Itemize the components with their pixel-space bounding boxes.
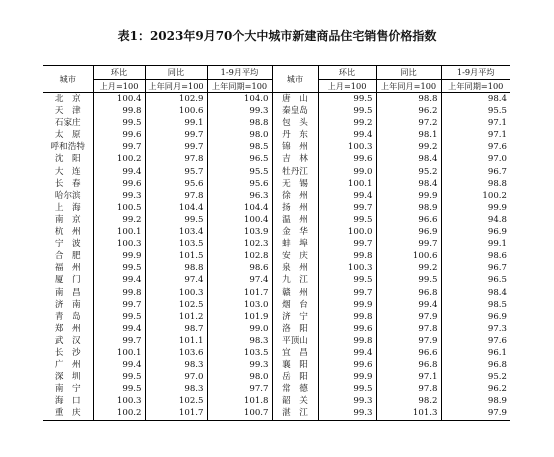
cell-yoy-right: 97.1	[376, 371, 441, 383]
cell-mom-right: 100.3	[318, 141, 376, 153]
table-row	[43, 226, 510, 238]
cell-city-left: 天 津	[43, 105, 93, 117]
cell-mom-left: 100.1	[93, 347, 145, 359]
cell-mom-right: 99.6	[318, 359, 376, 371]
cell-ytd-left: 103.5	[207, 347, 272, 359]
table-row	[43, 383, 510, 395]
cell-ytd-left: 98.3	[207, 335, 272, 347]
table-row	[43, 238, 510, 250]
cell-ytd-right: 97.1	[487, 130, 507, 141]
cell-yoy-left: 103.6	[145, 347, 207, 359]
cell-ytd-left: 98.5	[207, 141, 272, 153]
cell-city-right: 唐 山	[272, 93, 318, 106]
cell-ytd-left: 99.3	[207, 359, 272, 371]
header-yoy-base-right: 上年同月=100	[376, 80, 441, 93]
cell-city-right: 宜 昌	[272, 347, 318, 359]
cell-ytd-right: 99.1	[487, 239, 507, 250]
cell-ytd-left: 98.8	[207, 117, 272, 129]
cell-city-right: 无 锡	[272, 178, 318, 190]
cell-yoy-left: 97.0	[145, 371, 207, 383]
table-row	[43, 105, 510, 117]
cell-mom-right: 100.1	[318, 178, 376, 190]
cell-yoy-right: 97.9	[376, 311, 441, 323]
cell-yoy-right: 100.6	[376, 250, 441, 262]
cell-ytd-right: 100.2	[482, 190, 507, 201]
cell-ytd-right: 98.8	[487, 178, 507, 189]
price-index-table-container	[43, 65, 510, 421]
table-row	[43, 202, 510, 214]
cell-city-left: 广 州	[43, 359, 93, 371]
cell-yoy-right: 96.6	[376, 347, 441, 359]
cell-mom-right: 100.3	[318, 262, 376, 274]
cell-city-right: 秦皇岛	[272, 105, 318, 117]
cell-ytd-left: 102.3	[207, 238, 272, 250]
cell-city-right: 包 头	[272, 117, 318, 129]
cell-mom-left: 99.4	[93, 274, 145, 286]
cell-ytd-right: 97.9	[441, 407, 510, 420]
cell-city-right: 丹 东	[272, 129, 318, 141]
cell-city-left: 沈 阳	[43, 153, 93, 165]
header-yoy-base-left: 上年同月=100	[145, 80, 207, 93]
cell-yoy-right: 99.7	[376, 238, 441, 250]
cell-city-right: 湛 江	[272, 407, 318, 420]
cell-mom-right: 99.5	[318, 93, 376, 106]
cell-mom-right: 99.6	[318, 153, 376, 165]
cell-yoy-right: 97.2	[376, 117, 441, 129]
cell-ytd-left: 96.3	[207, 190, 272, 202]
cell-ytd-right: 98.5	[487, 299, 507, 310]
cell-city-right: 吉 林	[272, 153, 318, 165]
cell-mom-left: 100.2	[93, 153, 145, 165]
cell-ytd-left: 101.8	[207, 395, 272, 407]
header-city-right: 城市	[272, 66, 318, 93]
table-row	[43, 395, 510, 407]
cell-mom-left: 99.4	[93, 359, 145, 371]
table-row	[43, 371, 510, 383]
cell-city-left: 青 岛	[43, 311, 93, 323]
cell-mom-left: 100.1	[93, 226, 145, 238]
cell-ytd-right: 98.6	[487, 251, 507, 262]
cell-city-left: 呼和浩特	[43, 141, 93, 153]
cell-city-left: 重 庆	[43, 407, 93, 420]
cell-yoy-right: 98.4	[376, 153, 441, 165]
cell-yoy-right: 98.4	[376, 178, 441, 190]
cell-city-left: 上 海	[43, 202, 93, 214]
cell-mom-right: 99.3	[318, 395, 376, 407]
cell-yoy-left: 103.4	[145, 226, 207, 238]
header-ytd-base-right: 上年同期=100	[441, 80, 510, 93]
cell-yoy-left: 99.7	[145, 129, 207, 141]
cell-ytd-right: 96.5	[487, 275, 507, 286]
cell-ytd-left: 97.7	[207, 383, 272, 395]
cell-city-left: 厦 门	[43, 274, 93, 286]
cell-ytd-right: 96.8	[487, 360, 507, 371]
cell-mom-left: 100.5	[93, 202, 145, 214]
cell-yoy-right: 98.9	[376, 202, 441, 214]
table-row	[43, 359, 510, 371]
table-row	[43, 274, 510, 286]
cell-city-left: 海 口	[43, 395, 93, 407]
cell-city-right: 岳 阳	[272, 371, 318, 383]
cell-city-right: 扬 州	[272, 202, 318, 214]
cell-city-right: 九 江	[272, 274, 318, 286]
cell-city-right: 牡丹江	[272, 166, 318, 178]
cell-ytd-right: 96.9	[487, 227, 507, 238]
cell-city-left: 济 南	[43, 299, 93, 311]
cell-yoy-right: 98.2	[376, 395, 441, 407]
cell-yoy-left: 100.3	[145, 287, 207, 299]
cell-yoy-right: 97.8	[376, 383, 441, 395]
cell-mom-left: 99.5	[93, 383, 145, 395]
cell-mom-left: 99.7	[93, 299, 145, 311]
cell-yoy-left: 103.5	[145, 238, 207, 250]
cell-mom-right: 99.4	[318, 347, 376, 359]
table-row	[43, 129, 510, 141]
cell-yoy-right: 96.2	[376, 105, 441, 117]
cell-ytd-left: 103.9	[207, 226, 272, 238]
cell-city-left: 南 昌	[43, 287, 93, 299]
cell-ytd-left: 95.5	[207, 166, 272, 178]
cell-yoy-left: 100.6	[145, 105, 207, 117]
cell-ytd-left: 98.6	[207, 262, 272, 274]
cell-yoy-right: 99.2	[376, 141, 441, 153]
cell-mom-left: 100.3	[93, 238, 145, 250]
cell-mom-left: 99.7	[93, 335, 145, 347]
cell-yoy-right: 97.8	[376, 323, 441, 335]
cell-city-right: 安 庆	[272, 250, 318, 262]
cell-mom-left: 100.2	[93, 407, 145, 420]
cell-mom-right: 99.5	[318, 274, 376, 286]
header-yoy-left: 同比	[145, 66, 207, 80]
cell-mom-left: 99.5	[93, 117, 145, 129]
cell-yoy-right: 101.3	[376, 407, 441, 420]
cell-yoy-left: 95.7	[145, 166, 207, 178]
table-row	[43, 117, 510, 129]
cell-city-left: 长 春	[43, 178, 93, 190]
cell-yoy-left: 99.7	[145, 141, 207, 153]
cell-city-right: 锦 州	[272, 141, 318, 153]
cell-ytd-right: 99.9	[487, 202, 507, 213]
table-row	[43, 262, 510, 274]
cell-mom-left: 99.8	[93, 287, 145, 299]
cell-ytd-left: 104.4	[207, 202, 272, 214]
cell-ytd-left: 98.0	[207, 371, 272, 383]
cell-city-right: 金 华	[272, 226, 318, 238]
table-row	[43, 214, 510, 226]
cell-city-right: 韶 关	[272, 395, 318, 407]
cell-ytd-left: 100.7	[207, 407, 272, 420]
cell-mom-right: 99.0	[318, 166, 376, 178]
cell-yoy-left: 99.5	[145, 214, 207, 226]
cell-city-right: 徐 州	[272, 190, 318, 202]
cell-ytd-right: 96.7	[487, 263, 507, 274]
cell-city-left: 南 京	[43, 214, 93, 226]
cell-mom-right: 99.8	[318, 250, 376, 262]
cell-ytd-right: 96.1	[487, 347, 507, 358]
cell-ytd-right: 97.0	[487, 154, 507, 165]
cell-ytd-right: 98.9	[487, 396, 507, 407]
cell-mom-right: 99.8	[318, 335, 376, 347]
cell-city-left: 太 原	[43, 129, 93, 141]
cell-ytd-left: 99.0	[207, 323, 272, 335]
cell-ytd-left: 99.3	[207, 105, 272, 117]
header-ytd-left: 1-9月平均	[207, 66, 272, 80]
cell-city-right: 温 州	[272, 214, 318, 226]
table-row	[43, 178, 510, 190]
header-city-left: 城市	[43, 66, 93, 93]
cell-city-right: 泉 州	[272, 262, 318, 274]
cell-mom-right: 99.5	[318, 383, 376, 395]
table-row	[43, 347, 510, 359]
cell-yoy-left: 98.3	[145, 383, 207, 395]
cell-mom-right: 99.4	[318, 129, 376, 141]
cell-yoy-left: 101.1	[145, 335, 207, 347]
cell-yoy-left: 98.7	[145, 323, 207, 335]
cell-city-left: 哈尔滨	[43, 190, 93, 202]
cell-yoy-right: 99.5	[376, 274, 441, 286]
cell-mom-left: 100.4	[93, 93, 145, 106]
cell-mom-left: 99.4	[93, 323, 145, 335]
cell-yoy-left: 97.8	[145, 153, 207, 165]
cell-ytd-right: 95.5	[487, 106, 507, 117]
price-index-table	[43, 65, 510, 421]
cell-mom-left: 100.3	[93, 395, 145, 407]
cell-ytd-right: 97.3	[487, 323, 507, 334]
cell-ytd-left: 101.7	[207, 287, 272, 299]
cell-ytd-left: 95.6	[207, 178, 272, 190]
cell-yoy-left: 102.5	[145, 395, 207, 407]
table-row	[43, 299, 510, 311]
cell-city-right: 济 宁	[272, 311, 318, 323]
cell-mom-right: 99.4	[318, 190, 376, 202]
cell-yoy-right: 98.1	[376, 129, 441, 141]
table-row	[43, 141, 510, 153]
cell-mom-right: 99.5	[318, 214, 376, 226]
cell-yoy-right: 99.4	[376, 299, 441, 311]
cell-ytd-right: 96.7	[487, 166, 507, 177]
cell-mom-right: 99.2	[318, 117, 376, 129]
cell-mom-left: 99.9	[93, 250, 145, 262]
cell-city-left: 北 京	[43, 93, 93, 106]
cell-city-left: 大 连	[43, 166, 93, 178]
cell-yoy-left: 97.4	[145, 274, 207, 286]
cell-ytd-right: 95.2	[487, 372, 507, 383]
cell-mom-left: 99.7	[93, 141, 145, 153]
cell-city-left: 深 圳	[43, 371, 93, 383]
table-row	[43, 335, 510, 347]
table-row	[43, 311, 510, 323]
table-row	[43, 287, 510, 299]
cell-mom-right: 99.9	[318, 371, 376, 383]
cell-yoy-right: 96.6	[376, 214, 441, 226]
cell-city-left: 南 宁	[43, 383, 93, 395]
header-row-1	[43, 66, 510, 80]
cell-city-right: 洛 阳	[272, 323, 318, 335]
header-mom-base-right: 上月=100	[318, 80, 376, 93]
cell-city-right: 常 德	[272, 383, 318, 395]
cell-yoy-left: 98.3	[145, 359, 207, 371]
cell-city-right: 平顶山	[272, 335, 318, 347]
cell-yoy-right: 96.8	[376, 287, 441, 299]
cell-ytd-left: 98.0	[207, 129, 272, 141]
cell-mom-left: 99.5	[93, 371, 145, 383]
header-ytd-right: 1-9月平均	[441, 66, 510, 80]
cell-city-right: 襄 阳	[272, 359, 318, 371]
cell-city-left: 福 州	[43, 262, 93, 274]
cell-mom-left: 99.5	[93, 262, 145, 274]
cell-mom-left: 99.8	[93, 105, 145, 117]
cell-ytd-right: 96.9	[487, 311, 507, 322]
cell-city-left: 武 汉	[43, 335, 93, 347]
cell-ytd-left: 103.0	[207, 299, 272, 311]
cell-city-right: 烟 台	[272, 299, 318, 311]
cell-ytd-left: 100.4	[207, 214, 272, 226]
header-mom-base-left: 上月=100	[93, 80, 145, 93]
cell-yoy-left: 101.2	[145, 311, 207, 323]
cell-yoy-left: 99.1	[145, 117, 207, 129]
table-row	[43, 250, 510, 262]
header-ytd-base-left: 上年同期=100	[207, 80, 272, 93]
cell-mom-left: 99.6	[93, 178, 145, 190]
cell-yoy-left: 95.6	[145, 178, 207, 190]
cell-yoy-right: 96.8	[376, 359, 441, 371]
cell-mom-right: 99.5	[318, 105, 376, 117]
header-mom-right: 环比	[318, 66, 376, 80]
cell-city-left: 郑 州	[43, 323, 93, 335]
cell-mom-left: 99.4	[93, 166, 145, 178]
cell-yoy-left: 102.9	[145, 93, 207, 106]
cell-ytd-left: 97.4	[207, 274, 272, 286]
table-body	[43, 93, 510, 421]
cell-mom-left: 99.5	[93, 311, 145, 323]
cell-city-right: 赣 州	[272, 287, 318, 299]
cell-ytd-left: 96.5	[207, 153, 272, 165]
cell-yoy-right: 99.2	[376, 262, 441, 274]
table-row	[43, 190, 510, 202]
cell-ytd-right: 97.1	[487, 118, 507, 129]
cell-city-left: 石家庄	[43, 117, 93, 129]
cell-yoy-right: 98.8	[376, 93, 441, 106]
cell-city-left: 杭 州	[43, 226, 93, 238]
cell-yoy-left: 101.7	[145, 407, 207, 420]
cell-ytd-left: 101.9	[207, 311, 272, 323]
cell-ytd-left: 104.0	[207, 93, 272, 106]
cell-ytd-right: 98.4	[487, 94, 507, 104]
cell-ytd-right: 97.6	[487, 335, 507, 346]
cell-mom-right: 99.9	[318, 299, 376, 311]
cell-ytd-right: 94.8	[487, 214, 507, 225]
table-row	[43, 93, 510, 106]
cell-city-left: 长 沙	[43, 347, 93, 359]
cell-yoy-right: 99.9	[376, 190, 441, 202]
cell-mom-right: 99.7	[318, 238, 376, 250]
table-row	[43, 323, 510, 335]
cell-mom-right: 99.6	[318, 323, 376, 335]
cell-yoy-right: 96.9	[376, 226, 441, 238]
header-mom-left: 环比	[93, 66, 145, 80]
cell-mom-left: 99.2	[93, 214, 145, 226]
cell-mom-right: 99.3	[318, 407, 376, 420]
table-row	[43, 407, 510, 420]
header-yoy-right: 同比	[376, 66, 441, 80]
cell-mom-right: 100.0	[318, 226, 376, 238]
cell-yoy-left: 104.4	[145, 202, 207, 214]
cell-yoy-left: 98.8	[145, 262, 207, 274]
cell-yoy-left: 102.5	[145, 299, 207, 311]
cell-city-right: 蚌 埠	[272, 238, 318, 250]
cell-yoy-right: 95.2	[376, 166, 441, 178]
cell-city-left: 宁 波	[43, 238, 93, 250]
cell-yoy-right: 97.9	[376, 335, 441, 347]
cell-yoy-left: 97.8	[145, 190, 207, 202]
table-title: 表1：2023年9月70个大中城市新建商品住宅销售价格指数	[117, 29, 437, 43]
cell-mom-right: 99.8	[318, 311, 376, 323]
cell-ytd-left: 102.8	[207, 250, 272, 262]
cell-mom-left: 99.3	[93, 190, 145, 202]
cell-city-left: 合 肥	[43, 250, 93, 262]
table-row	[43, 153, 510, 165]
cell-ytd-right: 98.4	[487, 287, 507, 298]
cell-mom-right: 99.7	[318, 287, 376, 299]
cell-yoy-left: 101.5	[145, 250, 207, 262]
cell-ytd-right: 97.6	[487, 142, 507, 153]
cell-ytd-right: 96.2	[487, 384, 507, 395]
cell-mom-right: 99.7	[318, 202, 376, 214]
table-row	[43, 166, 510, 178]
cell-mom-left: 99.6	[93, 129, 145, 141]
